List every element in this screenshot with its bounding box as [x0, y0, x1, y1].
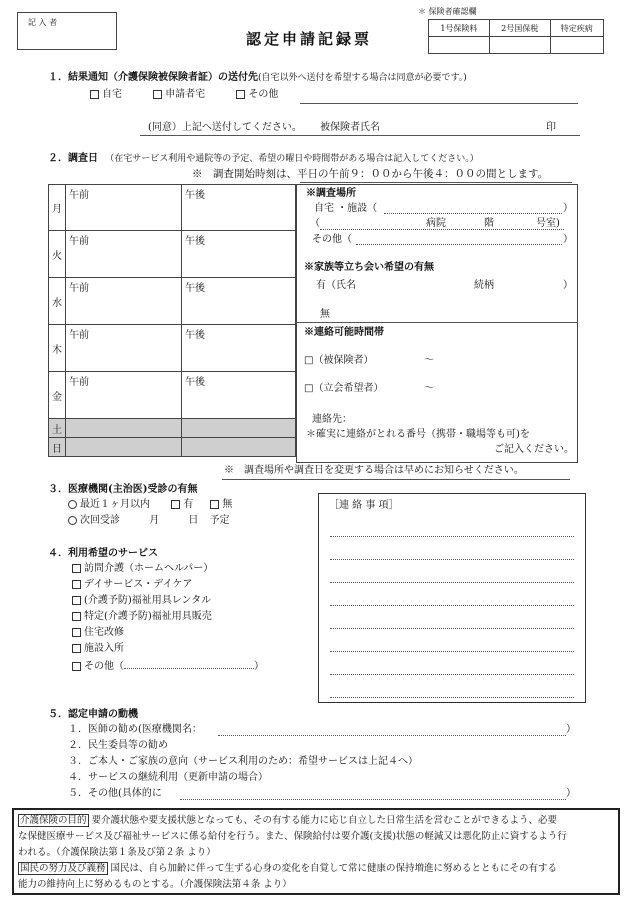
am-label: 午前 — [69, 190, 89, 201]
duty-line-1 — [18, 863, 557, 874]
service-item[interactable] — [72, 643, 264, 659]
insurance-col-2: 2号国保税 — [489, 20, 550, 37]
insured-name-label: 被保険者氏名 — [320, 122, 380, 133]
contact-label: 連絡先： — [312, 414, 352, 425]
am-label: 午前 — [69, 377, 89, 388]
motive-3[interactable]: ３．ご本人・ご家族の意向（サービス利用のため：希望サービスは上記４へ） — [68, 756, 418, 767]
location-close: ） — [563, 203, 573, 214]
change-note: ※ 調査場所や調査日を変更する場合は早めにお知らせください。 — [224, 465, 524, 476]
service-item[interactable] — [72, 595, 264, 611]
motive-1-close: ） — [566, 724, 576, 735]
facility-field[interactable] — [384, 213, 562, 214]
checkbox-yes[interactable] — [171, 500, 180, 509]
room-label: 号室) — [536, 218, 560, 229]
page-title: 認定申請記録票 — [246, 30, 373, 48]
duty-line-2: 能力の維持向上に努めるものとする。（介護保険法第４条 より） — [18, 879, 292, 890]
insurance-cell-2[interactable] — [489, 37, 550, 54]
motive-5[interactable]: ５．その他(具体的に — [68, 788, 162, 799]
insurance-col-3: 特定疾病 — [550, 20, 603, 37]
slot-pm[interactable] — [182, 325, 296, 372]
checkbox-service[interactable] — [72, 628, 81, 637]
service-list — [72, 563, 264, 675]
section2-header — [48, 153, 479, 165]
purpose-text-1: 要介護状態や要支援状態となっても、その有する能力に応じ自立した日常生活を営むことができるよう、必要 — [91, 815, 558, 826]
no-label: 無 — [222, 499, 233, 510]
contact-insured[interactable]: □（被保険者） — [304, 355, 374, 366]
purpose-line-3: われる。（介護保険法第１条及び第２条 より） — [18, 847, 216, 858]
section5-heading: ５．認定申請の動機 — [48, 709, 138, 720]
service-label: (介護予防)福祉用具レンタル — [84, 595, 212, 606]
section1-header — [48, 72, 467, 84]
slot-disabled — [66, 419, 182, 438]
day-fri: 金 — [49, 372, 66, 419]
insurance-cell-3[interactable] — [550, 37, 603, 54]
attendance-close: ） — [563, 280, 573, 291]
day-tue: 火 — [49, 231, 66, 278]
recent-yes[interactable] — [171, 499, 193, 510]
service-other-close: ） — [254, 661, 264, 672]
location-home-label: 自宅 ・施設（ — [314, 203, 378, 214]
motive-5-field[interactable] — [180, 799, 566, 800]
recorder-label: 記 入 者 — [28, 18, 58, 27]
location-other-label: その他（ — [312, 234, 352, 245]
day-thu: 木 — [49, 325, 66, 372]
start-time-underline — [300, 182, 572, 183]
radio-next[interactable] — [68, 516, 77, 525]
relationship-label: 続柄 — [474, 280, 494, 291]
section2-heading: ２．調査日 — [48, 153, 98, 164]
pm-label: 午後 — [185, 330, 205, 341]
option-applicant-label: 申請者宅 — [165, 89, 206, 100]
slot-disabled — [182, 419, 296, 438]
insurance-check-title: ＊ 保険者確認欄 — [418, 7, 477, 16]
section1-note: (自宅以外へ送付を希望する場合は同意が必要です。) — [258, 73, 467, 83]
service-label: 住宅改修 — [84, 627, 124, 638]
am-label: 午前 — [69, 236, 89, 247]
option-home[interactable] — [90, 89, 122, 100]
address-line[interactable] — [300, 103, 578, 104]
checkbox-service[interactable] — [72, 612, 81, 621]
location-other-close: ） — [563, 234, 573, 245]
service-label: 訪問介護（ホームヘルパー） — [84, 563, 214, 574]
floor-label: 階 — [484, 218, 494, 229]
contact-attendee[interactable]: □（立会希望者） — [304, 383, 384, 394]
motive-1-field[interactable] — [218, 735, 566, 736]
attendance-heading: ※家族等立ち会い希望の有無 — [304, 262, 434, 273]
contact-heading: ※連絡可能時間帯 — [304, 327, 384, 338]
contact-matters-lines — [330, 514, 574, 698]
slot-disabled — [182, 438, 296, 457]
option-other-label: その他 — [248, 89, 279, 100]
section3-heading: ３．医療機関(主治医)受診の有無 — [48, 484, 198, 495]
service-item[interactable] — [72, 563, 264, 579]
pm-label: 午後 — [185, 236, 205, 247]
am-label: 午前 — [69, 330, 89, 341]
location-heading: ※調査場所 — [306, 188, 356, 199]
insurance-cell-1[interactable] — [429, 37, 490, 54]
service-item[interactable] — [72, 611, 264, 627]
radio-recent[interactable] — [68, 500, 77, 509]
next-label: 次回受診 — [80, 515, 120, 526]
service-label: 特定(介護予防)福祉用具販売 — [84, 611, 212, 622]
contact-note-2: ご記入ください。 — [494, 444, 574, 455]
attendance-yes: 有（氏名 — [316, 280, 356, 291]
section1-options — [90, 89, 278, 101]
checkbox-applicant[interactable] — [153, 90, 162, 99]
insurance-col-1: 1号保険料 — [429, 20, 490, 37]
service-other-field[interactable] — [124, 659, 254, 669]
checkbox-service[interactable] — [72, 644, 81, 653]
purpose-line-1 — [18, 815, 557, 826]
schedule-table — [48, 184, 296, 457]
seal-mark: 印 — [546, 122, 556, 133]
recorder-box[interactable] — [17, 12, 117, 50]
consent-text: (同意）上記へ送付してください。 — [148, 122, 302, 133]
recent-no[interactable] — [210, 499, 232, 510]
slot-disabled — [66, 438, 182, 457]
purpose-tag: 介護保険の目的 — [20, 815, 87, 826]
slot-pm[interactable] — [182, 372, 296, 419]
service-item[interactable] — [72, 579, 264, 595]
motive-4[interactable]: ４．サービスの継続利用（更新申請の場合） — [68, 772, 268, 783]
slot-am[interactable] — [66, 278, 182, 325]
slot-am[interactable] — [66, 185, 182, 231]
start-time-note: ※ 調査開始時刻は、平日の午前９：００から午後４：００の間とします。 — [192, 168, 549, 180]
slot-am[interactable] — [66, 372, 182, 419]
duty-text-1: 国民は、自ら加齢に伴って生ずる心身の変化を自覚して常に健康の保持増進に努めるとともにその有する — [110, 863, 558, 874]
checkbox-service[interactable] — [72, 596, 81, 605]
service-label: その他（ — [84, 661, 124, 672]
day-sun: 日 — [49, 438, 66, 457]
service-item[interactable] — [72, 627, 264, 643]
contact-attendee-tilde: ～ — [424, 383, 434, 394]
duty-tag: 国民の努力及び義務 — [20, 863, 106, 874]
day-mon: 月 — [49, 185, 66, 231]
checkbox-service[interactable] — [72, 564, 81, 573]
slot-pm[interactable] — [182, 231, 296, 278]
slot-pm[interactable] — [182, 278, 296, 325]
section4-heading: ４．利用希望のサービス — [48, 548, 158, 559]
insurance-check-table — [428, 19, 604, 54]
checkbox-home[interactable] — [90, 90, 99, 99]
purpose-line-2: な保健医療サービス及び福祉サービスに係る給付を行う。また、保険給付は要介護(支援)状態の軽減又は悪化防止に資するよう行 — [18, 831, 567, 842]
motive-5-close: ） — [566, 788, 576, 799]
visit-next-row — [68, 515, 230, 527]
hospital-open: （ — [310, 218, 320, 229]
location-other-field[interactable] — [356, 244, 562, 245]
section1-heading: １．結果通知（介護保険被保険者証）の送付先 — [48, 72, 258, 83]
contact-insured-tilde: ～ — [424, 355, 434, 366]
hospital-label: 病院 — [426, 218, 446, 229]
day-sat: 土 — [49, 419, 66, 438]
attendance-no: 無 — [320, 309, 330, 320]
recent-label: 最近１ヶ月以内 — [80, 499, 150, 510]
section-divider — [296, 322, 578, 323]
service-label: 施設入所 — [84, 643, 124, 654]
pm-label: 午後 — [185, 283, 205, 294]
change-note-underline — [222, 479, 570, 480]
option-home-label: 自宅 — [102, 89, 122, 100]
option-other[interactable] — [236, 89, 278, 100]
option-applicant[interactable] — [153, 89, 205, 100]
consent-line[interactable] — [140, 135, 580, 136]
service-label: デイサービス・デイケア — [84, 579, 193, 590]
motive-1[interactable]: １．医師の勧め(医療機関名： — [68, 724, 202, 735]
pm-label: 午後 — [185, 377, 205, 388]
day-wed: 水 — [49, 278, 66, 325]
section2-note: （在宅サービス利用や通院等の予定、希望の曜日や時間帯がある場合は記入してください。） — [105, 154, 479, 164]
month-label: 月 — [149, 515, 160, 526]
yes-label: 有 — [183, 499, 194, 510]
service-item-other[interactable] — [72, 659, 264, 675]
pm-label: 午後 — [185, 190, 205, 201]
am-label: 午前 — [69, 283, 89, 294]
contact-note-1: ＊確実に連絡がとれる番号（携帯・職場等も可)を — [306, 429, 530, 440]
checkbox-other[interactable] — [236, 90, 245, 99]
scheduled-label: 予定 — [209, 515, 230, 526]
day-label: 日 — [188, 515, 199, 526]
checkbox-service[interactable] — [72, 580, 81, 589]
checkbox-service[interactable] — [72, 662, 81, 671]
slot-pm[interactable] — [182, 185, 296, 231]
visit-recent-row — [68, 499, 232, 511]
slot-am[interactable] — [66, 325, 182, 372]
contact-matters-title: ［連 絡 事 項］ — [329, 500, 399, 511]
checkbox-no[interactable] — [210, 500, 219, 509]
motive-2[interactable]: ２．民生委員等の勧め — [68, 740, 168, 751]
slot-am[interactable] — [66, 231, 182, 278]
